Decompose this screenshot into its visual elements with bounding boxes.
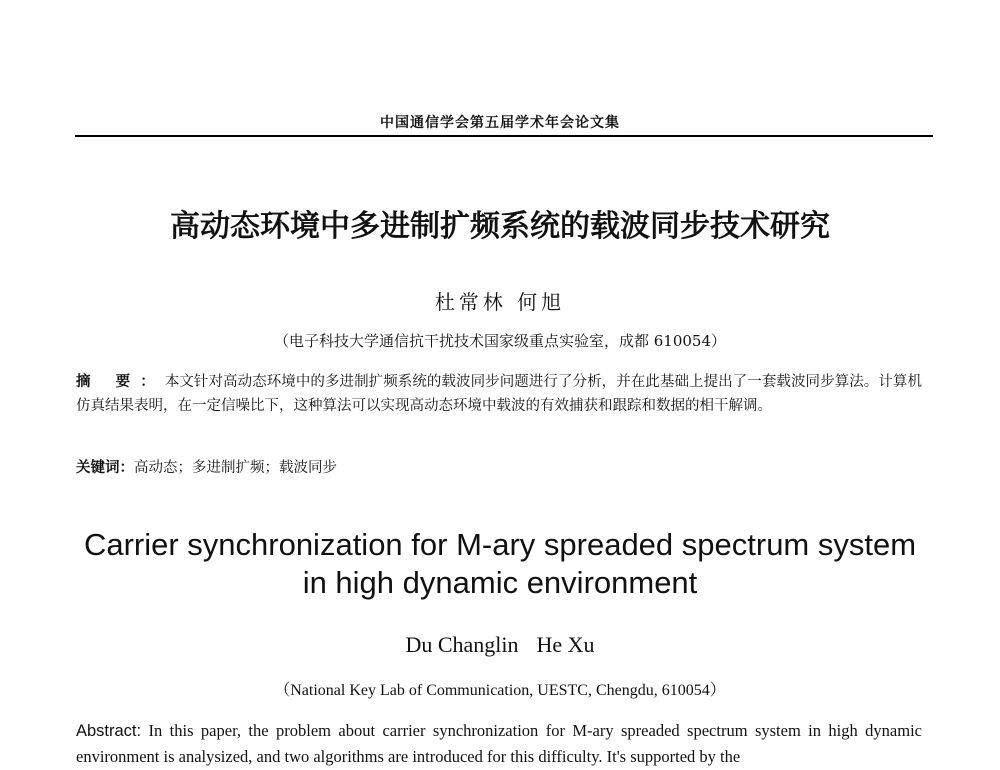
cn-affiliation: （电子科技大学通信抗干扰技术国家级重点实验室，成都 610054）: [273, 332, 727, 350]
cn-keywords-label: 关键词：: [76, 460, 134, 476]
en-title-line1: Carrier synchronization for M-ary spreaded spectrum system: [83, 527, 917, 562]
en-abstract-text: In this paper, the problem about carrier synchronization for M-ary spreaded spectrum system in high dynamic environment is analysized, and two algorithms are introduced for this difficulty. It's supported by the: [76, 721, 922, 766]
en-title-line2: in high dynamic environment: [302, 565, 698, 600]
en-author-2: He Xu: [536, 632, 595, 657]
cn-authors: 杜常林 何旭: [434, 290, 566, 314]
en-abstract-label: Abstract:: [76, 722, 142, 740]
cn-keywords-text: 高动态；多进制扩频；载波同步: [134, 460, 337, 476]
running-header: 中国通信学会第五届学术年会论文集: [380, 115, 620, 131]
cn-keywords: [76, 456, 922, 477]
en-authors: [0, 632, 1000, 658]
en-affiliation: （National Key Lab of Communication, UESTC, Chengdu, 610054）: [274, 682, 726, 699]
en-author-1: Du Changlin: [405, 632, 519, 657]
en-abstract: [76, 718, 922, 770]
cn-abstract-label: 摘 要：: [76, 374, 165, 390]
cn-abstract: [76, 370, 922, 418]
en-title: [60, 526, 940, 602]
header-rule: [75, 135, 933, 137]
cn-abstract-text: 本文针对高动态环境中的多进制扩频系统的载波同步问题进行了分析，并在此基础上提出了一套载波同步算法。计算机仿真结果表明，在一定信噪比下，这种算法可以实现高动态环境中载波的有效捕获和跟踪和数据的相干解调。: [76, 374, 922, 414]
cn-title: 高动态环境中多进制扩频系统的载波同步技术研究: [170, 209, 830, 244]
